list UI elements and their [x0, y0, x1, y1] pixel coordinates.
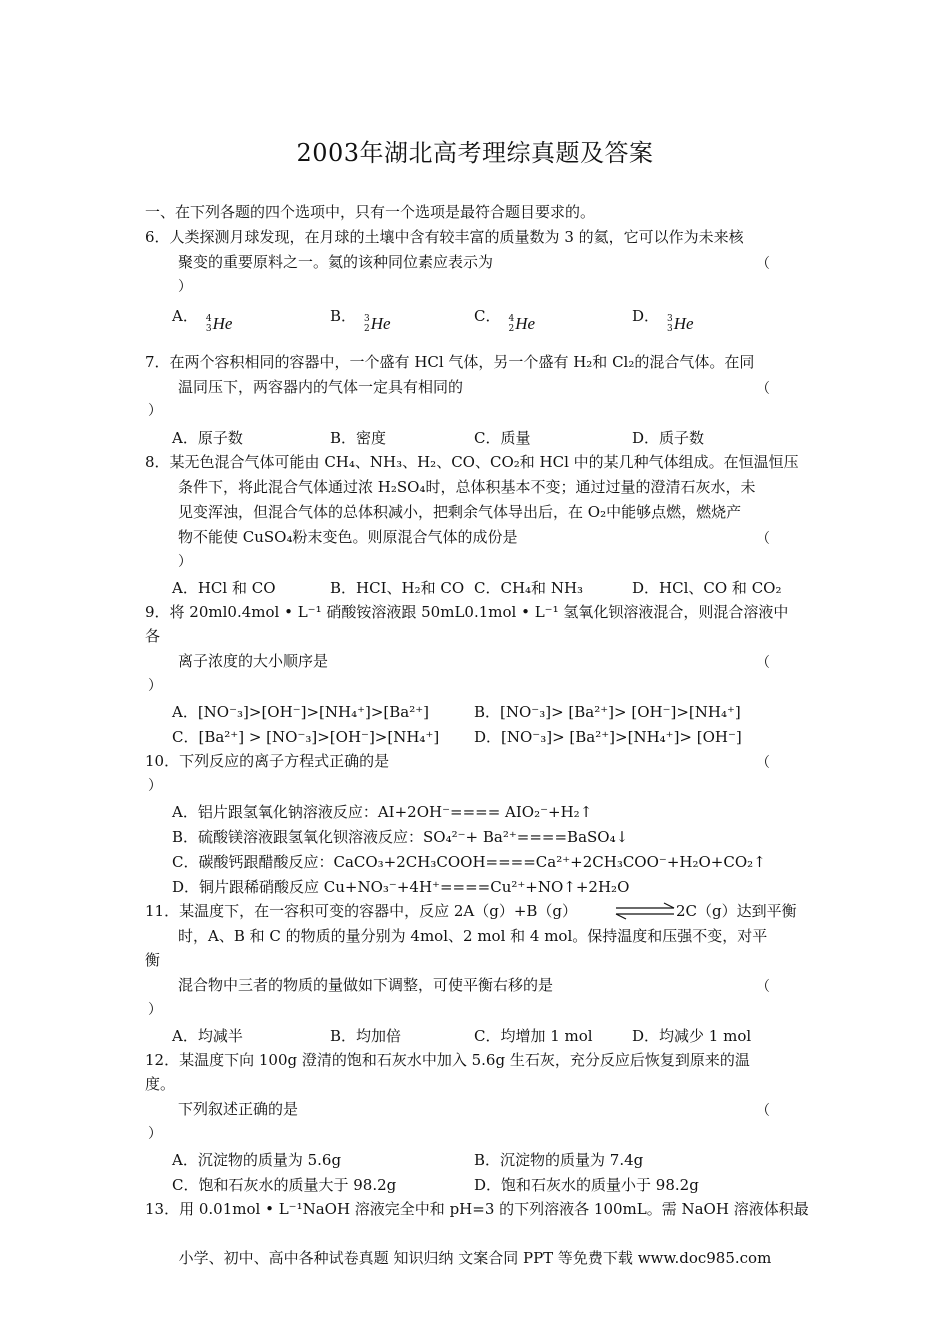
q8-option-d[interactable]: D．HCl、CO 和 CO₂ — [632, 579, 782, 597]
q11-option-c[interactable]: C．均增加 1 mol — [474, 1027, 593, 1045]
q6-option-c[interactable]: C． 4 2 He — [474, 307, 536, 334]
q8-line-2: 条件下，将此混合气体通过浓 H₂SO₄时，总体积基本不变；通过过量的澄清石灰水，未 — [178, 478, 756, 496]
q9-option-b[interactable]: B．[NO⁻₃]> [Ba²⁺]> [OH⁻]>[NH₄⁺] — [474, 703, 741, 721]
q6-line-2: 聚变的重要原料之一。氦的该种同位素应表示为 — [178, 253, 494, 271]
q11-line-2-wrap: 衡 — [145, 951, 161, 969]
q10-option-a[interactable]: A．铝片跟氢氧化钠溶液反应：AI+2OH⁻==== AIO₂⁻+H₂↑ — [172, 803, 593, 821]
q8-line-1: 8．某无色混合气体可能由 CH₄、NH₃、H₂、CO、CO₂和 HCl 中的某几种气体组成。在恒温恒压 — [145, 453, 799, 471]
q12-option-d[interactable]: D．饱和石灰水的质量小于 98.2g — [474, 1176, 699, 1194]
isotope-notation: 3 3 He — [667, 314, 694, 334]
q9-option-c[interactable]: C．[Ba²⁺] > [NO⁻₃]>[OH⁻]>[NH₄⁺] — [172, 728, 440, 746]
equilibrium-arrow-icon — [614, 900, 678, 922]
q12-option-a[interactable]: A．沉淀物的质量为 5.6g — [172, 1151, 342, 1169]
q8-option-c[interactable]: C．CH₄和 NH₃ — [474, 579, 584, 597]
q13-line-1: 13．用 0.01mol • L⁻¹NaOH 溶液完全中和 pH=3 的下列溶液各 100mL。需 NaOH 溶液体积最 — [145, 1200, 809, 1218]
q11-line-1b: 2C（g）达到平衡 — [676, 902, 797, 920]
q10-option-d[interactable]: D．铜片跟稀硝酸反应 Cu+NO₃⁻+4H⁺====Cu²⁺+NO↑+2H₂O — [172, 878, 630, 896]
q9-option-a[interactable]: A．[NO⁻₃]>[OH⁻]>[NH₄⁺]>[Ba²⁺] — [172, 703, 430, 721]
q10-line-1: 10．下列反应的离子方程式正确的是 — [145, 752, 390, 770]
q10-option-c[interactable]: C．碳酸钙跟醋酸反应：CaCO₃+2CH₃COOH====Ca²⁺+2CH₃COO⁻+H₂O+CO₂↑ — [172, 853, 766, 871]
q8-line-3: 见变浑浊，但混合气体的总体积减小，把剩余气体导出后，在 O₂中能够点燃，燃烧产 — [178, 503, 742, 521]
q8-option-a[interactable]: A．HCl 和 CO — [172, 579, 276, 597]
isotope-notation: 3 2 He — [364, 314, 391, 334]
q9-line-1: 9．将 20ml0.4mol • L⁻¹ 硝酸铵溶液跟 50mL0.1mol • L⁻¹ 氢氧化钡溶液混合，则混合溶液中 — [145, 603, 789, 621]
q6-paren-close: ） — [178, 279, 192, 295]
q7-line-1: 7．在两个容积相同的容器中，一个盛有 HCl 气体，另一个盛有 H₂和 Cl₂的混合气体。在同 — [145, 353, 755, 371]
q10-paren-open: （ — [756, 755, 770, 771]
page-title: 2003年湖北高考理综真题及答案 — [296, 139, 654, 167]
q11-option-b[interactable]: B．均加倍 — [330, 1027, 402, 1045]
q7-option-b[interactable]: B．密度 — [330, 429, 387, 447]
q11-paren-open: （ — [756, 979, 770, 995]
q12-option-b[interactable]: B．沉淀物的质量为 7.4g — [474, 1151, 644, 1169]
q9-line-1-wrap: 各 — [145, 627, 161, 645]
page-footer: 小学、初中、高中各种试卷真题 知识归纳 文案合同 PPT 等免费下载 www.doc985.com — [178, 1249, 772, 1267]
q8-paren-open: （ — [756, 531, 770, 547]
q10-option-b[interactable]: B．硫酸镁溶液跟氢氧化钡溶液反应：SO₄²⁻+ Ba²⁺====BaSO₄↓ — [172, 828, 629, 846]
q7-option-a[interactable]: A．原子数 — [172, 429, 243, 447]
q7-paren-open: （ — [756, 381, 770, 397]
q11-line-2: 时，A、B 和 C 的物质的量分别为 4mol、2 mol 和 4 mol。保持温度和压强不变，对平 — [178, 927, 768, 945]
q12-line-1-wrap: 度。 — [145, 1075, 176, 1093]
q9-line-2: 离子浓度的大小顺序是 — [178, 652, 329, 670]
q9-paren-open: （ — [756, 655, 770, 671]
q11-line-1a: 11．某温度下，在一容积可变的容器中，反应 2A（g）+B（g） — [145, 902, 578, 920]
q7-option-d[interactable]: D．质子数 — [632, 429, 705, 447]
q6-option-b[interactable]: B． 3 2 He — [330, 307, 391, 334]
q6-paren-open: （ — [756, 256, 770, 272]
q8-paren-close: ） — [178, 554, 192, 570]
q7-paren-close: ） — [148, 403, 162, 419]
q12-paren-open: （ — [756, 1103, 770, 1119]
q8-line-4: 物不能使 CuSO₄粉末变色。则原混合气体的成份是 — [178, 528, 518, 546]
q12-paren-close: ） — [148, 1126, 162, 1142]
q11-option-d[interactable]: D．均减少 1 mol — [632, 1027, 752, 1045]
q6-option-a[interactable]: A． 4 3 He — [172, 307, 233, 334]
isotope-notation: 4 3 He — [205, 314, 233, 334]
q7-option-c[interactable]: C．质量 — [474, 429, 531, 447]
isotope-notation: 4 2 He — [508, 314, 536, 334]
q8-option-b[interactable]: B．HCI、H₂和 CO — [330, 579, 465, 597]
q10-paren-close: ） — [148, 778, 162, 794]
q6-line-1: 6．人类探测月球发现，在月球的土壤中含有较丰富的质量数为 3 的氦，它可以作为未来核 — [145, 228, 744, 246]
q6-option-d[interactable]: D． 3 3 He — [632, 307, 694, 334]
q12-option-c[interactable]: C．饱和石灰水的质量大于 98.2g — [172, 1176, 397, 1194]
q11-option-a[interactable]: A．均减半 — [172, 1027, 243, 1045]
q12-line-2: 下列叙述正确的是 — [178, 1100, 299, 1118]
q7-line-2: 温同压下，两容器内的气体一定具有相同的 — [178, 378, 464, 396]
q9-option-d[interactable]: D．[NO⁻₃]> [Ba²⁺]>[NH₄⁺]> [OH⁻] — [474, 728, 742, 746]
section-heading: 一、在下列各题的四个选项中，只有一个选项是最符合题目要求的。 — [145, 203, 596, 221]
q12-line-1: 12．某温度下向 100g 澄清的饱和石灰水中加入 5.6g 生石灰，充分反应后恢复到原来的温 — [145, 1051, 750, 1069]
q11-paren-close: ） — [148, 1002, 162, 1018]
q9-paren-close: ） — [148, 678, 162, 694]
q11-line-3: 混合物中三者的物质的量做如下调整，可使平衡右移的是 — [178, 976, 554, 994]
